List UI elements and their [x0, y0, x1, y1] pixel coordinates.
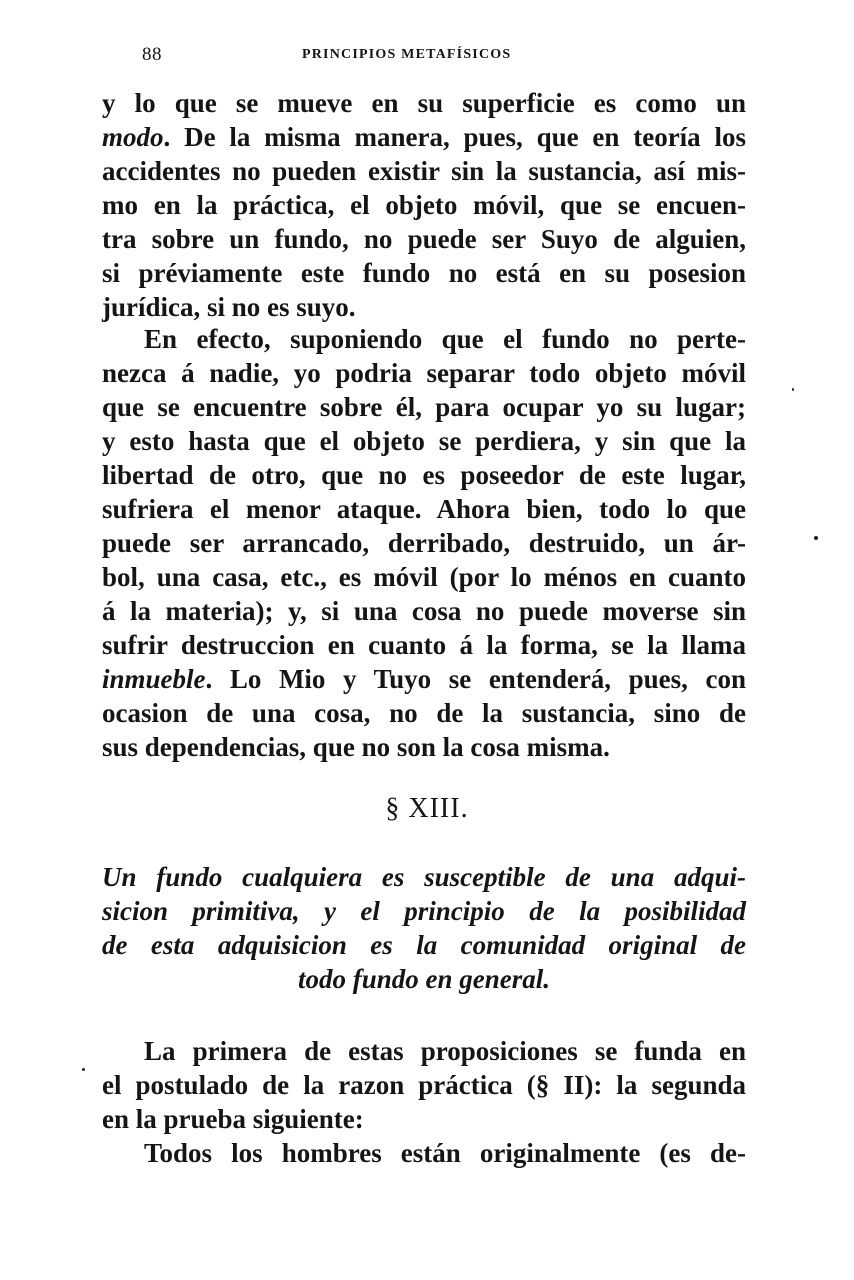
- text-line: sufriera el menor ataque. Ahora bien, todo lo que: [102, 494, 746, 524]
- text-line: La primera de estas proposiciones se funda en: [144, 1036, 746, 1066]
- text-line: y esto hasta que el objeto se perdiera, y sin que la: [102, 426, 746, 456]
- text-line: jurídica, si no es suyo.: [102, 292, 356, 322]
- text-line: y lo que se mueve en su superficie es como un: [102, 88, 746, 118]
- proposition-line: de esta adquisicion es la comunidad original de: [102, 930, 746, 960]
- text-line: sufrir destruccion en cuanto á la forma, se la llama: [102, 630, 746, 660]
- emphasis-word: inmueble: [102, 664, 206, 694]
- ink-speck: [82, 1068, 85, 1071]
- text-line: ocasion de una cosa, no de la sustancia, sino de: [102, 698, 746, 728]
- text-line: [102, 662, 746, 696]
- text-line: libertad de otro, que no es poseedor de este lugar,: [102, 460, 746, 490]
- text-line-rest: . Lo Mio y Tuyo se entenderá, pues, con: [205, 664, 746, 694]
- text-line: Todos los hombres están originalmente (es de-: [144, 1138, 746, 1168]
- text-line: que se encuentre sobre él, para ocupar yo su lugar;: [102, 392, 746, 422]
- text-line: puede ser arrancado, derribado, destruido, un ár-: [102, 528, 746, 558]
- ink-speck: [814, 536, 818, 540]
- text-line: accidentes no pueden existir sin la sustancia, así mis-: [102, 156, 746, 186]
- text-line: sus dependencias, que no son la cosa misma.: [102, 732, 610, 762]
- text-line: en la prueba siguiente:: [102, 1104, 364, 1134]
- text-line: [102, 120, 746, 154]
- ink-speck: [792, 388, 794, 391]
- text-line: á la materia); y, si una cosa no puede moverse sin: [102, 596, 746, 626]
- proposition-line: Un fundo cualquiera es susceptible de una adqui-: [102, 862, 746, 892]
- running-title: PRINCIPIOS METAFÍSICOS: [302, 47, 512, 62]
- text-line: En efecto, suponiendo que el fundo no perte-: [144, 324, 746, 354]
- section-heading: § XIII.: [385, 793, 469, 824]
- text-line: mo en la práctica, el objeto móvil, que se encuen-: [102, 190, 746, 220]
- emphasis-word: modo: [102, 122, 164, 152]
- text-line: tra sobre un fundo, no puede ser Suyo de alguien,: [102, 224, 746, 254]
- proposition-line: todo fundo en general.: [297, 964, 551, 994]
- text-line: bol, una casa, etc., es móvil (por lo ménos en cuanto: [102, 562, 746, 592]
- text-line: el postulado de la razon práctica (§ II): la segunda: [102, 1070, 746, 1100]
- text-line: nezca á nadie, yo podria separar todo objeto móvil: [102, 358, 746, 388]
- page-number: 88: [142, 44, 162, 65]
- text-line-rest: . De la misma manera, pues, que en teoría los: [163, 122, 746, 152]
- page-header: [142, 44, 562, 74]
- text-line: si préviamente este fundo no está en su posesion: [102, 258, 746, 288]
- proposition-line: sicion primitiva, y el principio de la posibilidad: [102, 896, 746, 926]
